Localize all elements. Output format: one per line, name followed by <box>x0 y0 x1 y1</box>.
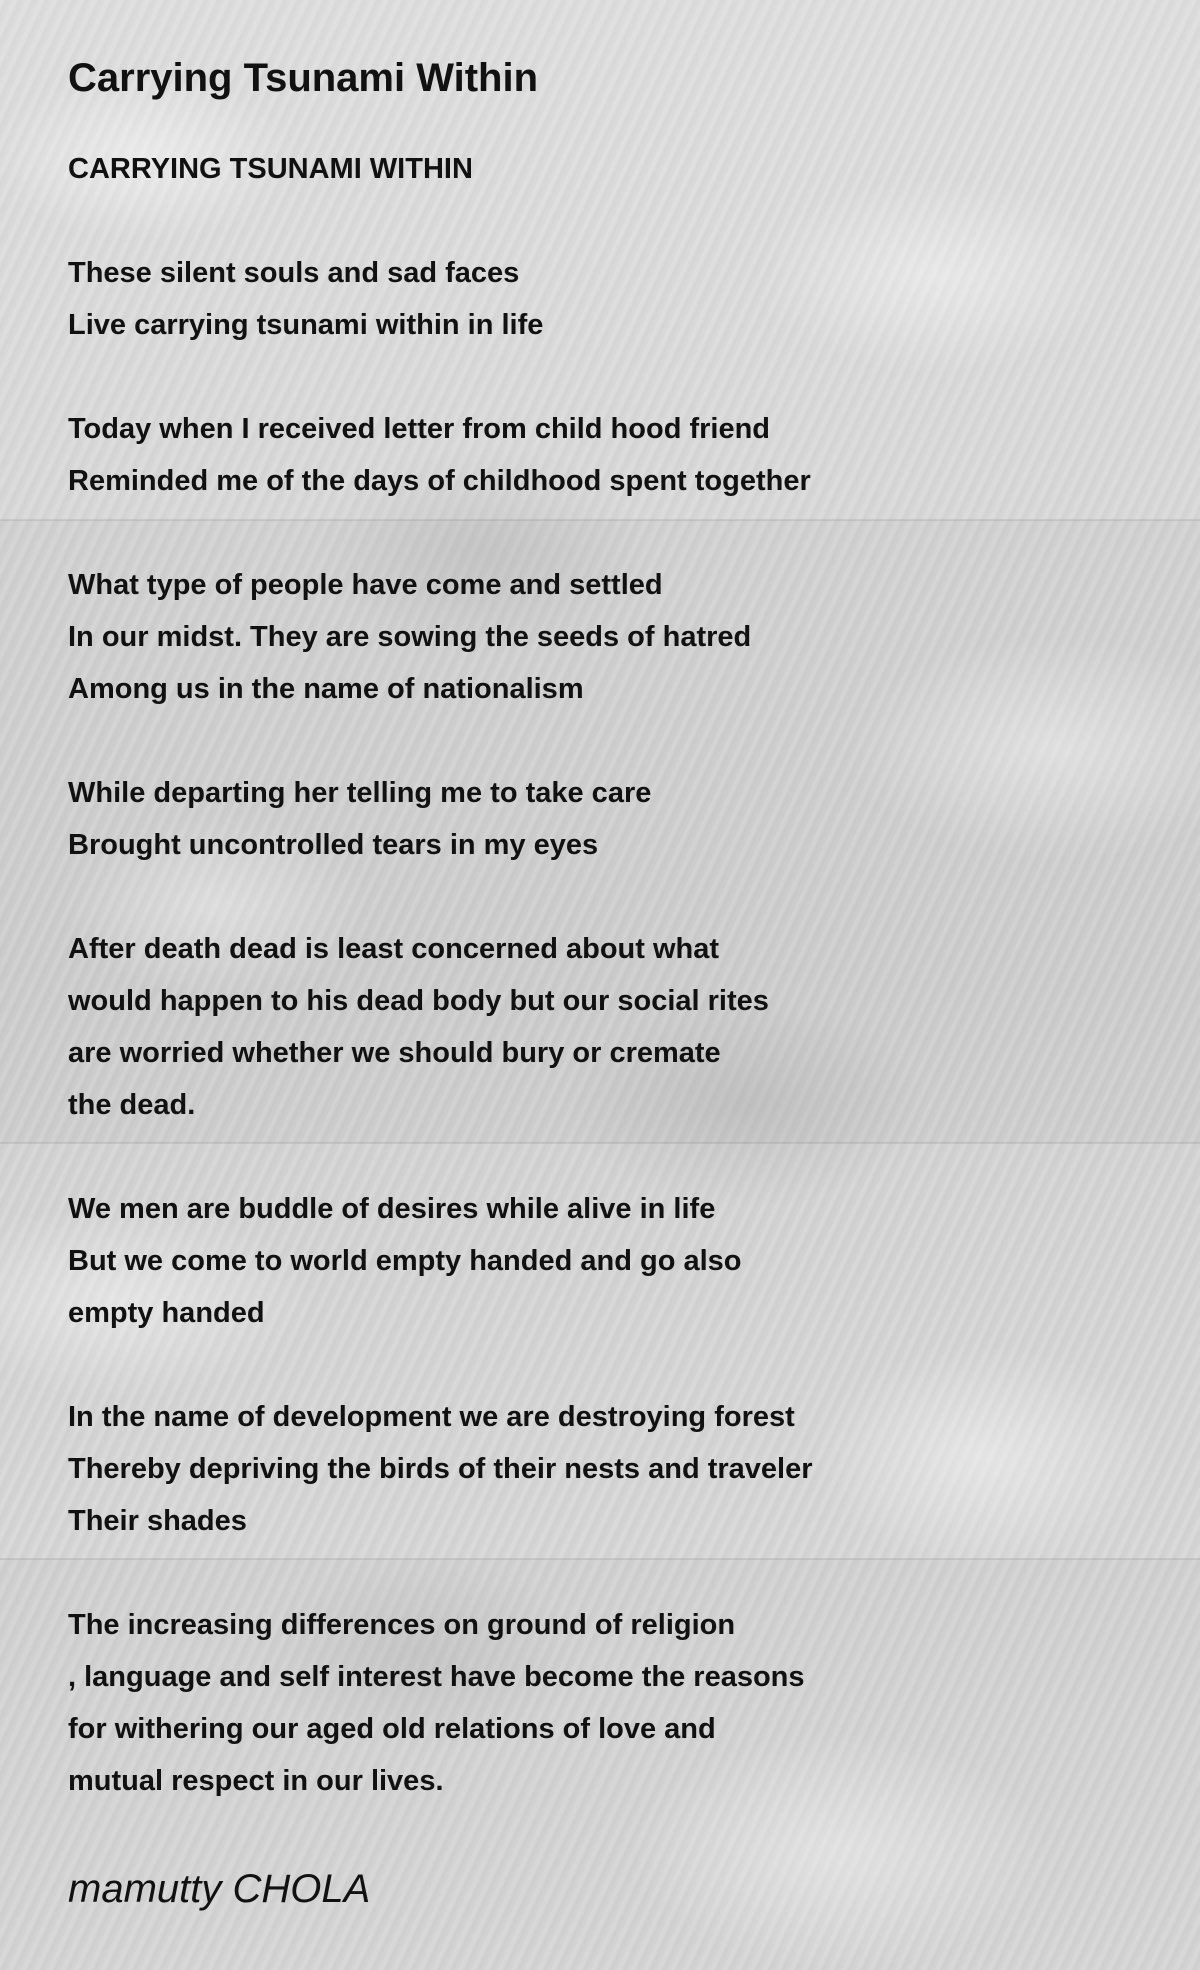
stanza <box>68 559 1128 715</box>
poem-line: Their shades <box>68 1505 247 1537</box>
stanza <box>68 1599 1128 1807</box>
poem-title: Carrying Tsunami Within <box>68 56 539 100</box>
poem-line: empty handed <box>68 1297 265 1329</box>
poem-line: While departing her telling me to take care <box>68 777 652 809</box>
poem-line: In our midst. They are sowing the seeds of hatred <box>68 621 752 653</box>
poem-line: Among us in the name of nationalism <box>68 673 584 705</box>
poem-line: , language and self interest have become the reasons <box>68 1661 805 1693</box>
stanza <box>68 247 1128 351</box>
poem-line: What type of people have come and settled <box>68 569 663 601</box>
poem-heading: CARRYING TSUNAMI WITHIN <box>68 153 473 185</box>
poem-line: are worried whether we should bury or cremate <box>68 1037 721 1069</box>
poem-line: These silent souls and sad faces <box>68 257 520 289</box>
poem-line: for withering our aged old relations of love and <box>68 1713 716 1745</box>
poem-line: Live carrying tsunami within in life <box>68 309 544 341</box>
poem-line: Thereby depriving the birds of their nests and traveler <box>68 1453 813 1485</box>
stanza <box>68 767 1128 871</box>
poem-line: would happen to his dead body but our social rites <box>68 985 769 1017</box>
stanza <box>68 1183 1128 1339</box>
poem-line: We men are buddle of desires while alive in life <box>68 1193 716 1225</box>
poem-line: Today when I received letter from child hood friend <box>68 413 771 445</box>
poem-author: mamutty CHOLA <box>68 1867 371 1911</box>
poem-line: The increasing differences on ground of religion <box>68 1609 736 1641</box>
stanza <box>68 1391 1128 1547</box>
poem-line: But we come to world empty handed and go also <box>68 1245 742 1277</box>
poem-container <box>68 48 1128 1919</box>
poem-line: mutual respect in our lives. <box>68 1765 444 1797</box>
stanza <box>68 403 1128 507</box>
poem-line: In the name of development we are destroying forest <box>68 1401 795 1433</box>
poem-line: the dead. <box>68 1089 196 1121</box>
poem-line: Reminded me of the days of childhood spent together <box>68 465 811 497</box>
poem-line: After death dead is least concerned about what <box>68 933 720 965</box>
poem-line: Brought uncontrolled tears in my eyes <box>68 829 599 861</box>
stanza <box>68 923 1128 1131</box>
